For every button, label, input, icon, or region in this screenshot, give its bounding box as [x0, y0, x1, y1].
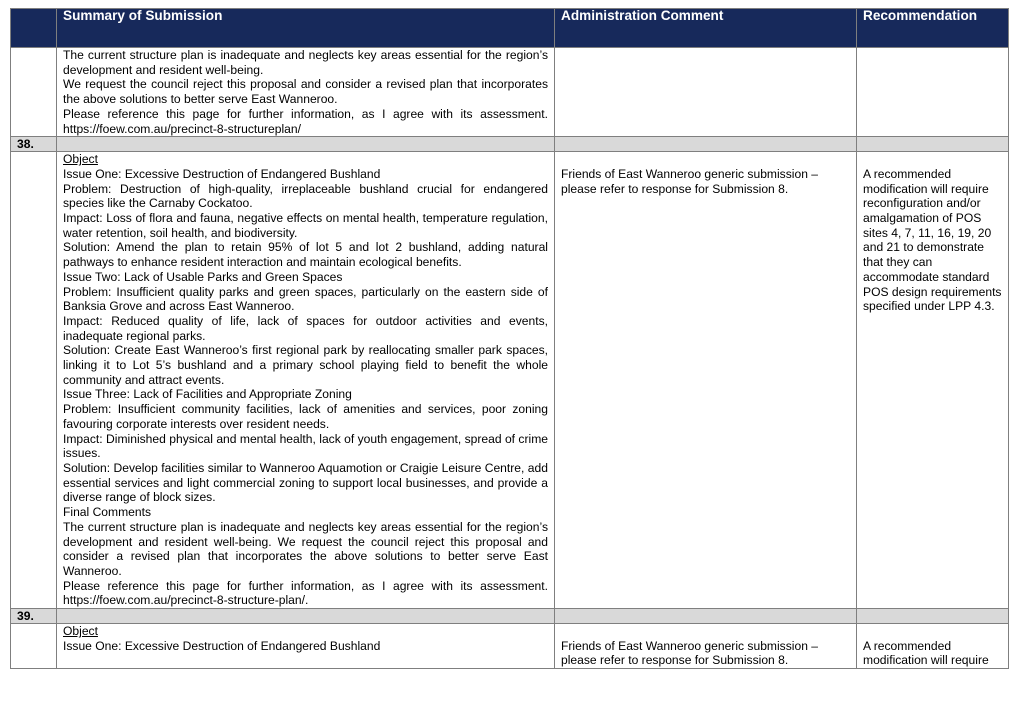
header-summary: Summary of Submission	[57, 9, 555, 48]
table-row	[11, 624, 1009, 669]
admin-comment-cell	[555, 624, 857, 669]
summary-line: Problem: Destruction of high-quality, irreplaceable bushland crucial for endangered species like the Carnaby Cockatoo.	[63, 181, 548, 211]
recommendation-text: A recommended modification will require reconfiguration and/or amalgamation of POS sites 4, 7, 11, 16, 19, 20 and 21 to demonstrate that they can accommodate standard POS design requirements specified under LPP 4.3.	[863, 166, 1002, 314]
summary-line: Issue One: Excessive Destruction of Endangered Bushland	[63, 166, 381, 181]
table-row	[11, 48, 1009, 137]
recommendation-text: A recommended modification will require	[863, 638, 989, 668]
row-number-cell	[11, 152, 57, 609]
row-number-cell	[11, 624, 57, 669]
summary-paragraph: The current structure plan is inadequate and neglects key areas essential for the region’s development and resident well-being.	[63, 48, 548, 77]
table-header-row	[11, 9, 1009, 48]
summary-line: Solution: Create East Wanneroo’s first regional park by reallocating smaller park spaces, linking it to Lot 5’s bushland and a primary school playing field to benefit the whole community and attract events.	[63, 343, 548, 387]
summary-line: Issue Two: Lack of Usable Parks and Green Spaces	[63, 269, 343, 284]
submission-number: 39.	[11, 609, 57, 624]
object-label: Object	[63, 152, 98, 167]
header-number-cell	[11, 9, 57, 48]
summary-line: Please reference this page for further information, as I agree with its assessment. https://foew.com.au/precinct-8-structure-plan/.	[63, 578, 548, 608]
summary-line: Solution: Develop facilities similar to Wanneroo Aquamotion or Craigie Leisure Centre, add essential services and light commercial zoning to support local businesses, and provide a diverse range of block sizes.	[63, 460, 548, 505]
submission-number: 38.	[11, 137, 57, 152]
row-number-cell	[11, 48, 57, 137]
header-admin-comment: Administration Comment	[555, 9, 857, 48]
summary-line: Impact: Loss of flora and fauna, negative effects on mental health, temperature regulation, water retention, soil health, and biodiversity.	[63, 211, 548, 240]
admin-comment-cell	[555, 152, 857, 609]
summary-line: Issue Three: Lack of Facilities and Appropriate Zoning	[63, 387, 352, 402]
summary-line: Final Comments	[63, 505, 152, 520]
submission-number-row	[11, 137, 1009, 152]
summary-line: Impact: Reduced quality of life, lack of spaces for outdoor activities and events, inadequate regional parks.	[63, 313, 548, 343]
summary-line: The current structure plan is inadequate and neglects key areas essential for the region’s development and resident well-being. We request the council reject this proposal and consider a revised plan that incorporates the above solutions to better serve East Wanneroo.	[63, 519, 548, 578]
summary-line: Problem: Insufficient quality parks and green spaces, particularly on the eastern side of Banksia Grove and across East Wanneroo.	[63, 284, 548, 314]
summary-line: Problem: Insufficient community facilities, lack of amenities and services, poor zoning favouring corporate interests over resident needs.	[63, 402, 548, 431]
summary-paragraph: Please reference this page for further information, as I agree with its assessment. https://foew.com.au/precinct-8-structureplan/	[63, 106, 548, 136]
admin-comment: Friends of East Wanneroo generic submission – please refer to response for Submission 8.	[561, 638, 819, 668]
summary-paragraph: We request the council reject this proposal and consider a revised plan that incorporates the above solutions to better serve East Wanneroo.	[63, 77, 548, 107]
summary-line: Impact: Diminished physical and mental health, lack of youth engagement, spread of crime issues.	[63, 431, 548, 461]
summary-line: Issue One: Excessive Destruction of Endangered Bushland	[63, 638, 381, 653]
submissions-table	[10, 8, 1009, 669]
summary-cell	[57, 152, 555, 609]
recommendation-cell	[857, 624, 1009, 669]
table-row	[11, 152, 1009, 609]
object-label: Object	[63, 624, 98, 639]
admin-comment-cell	[555, 48, 857, 137]
admin-comment: Friends of East Wanneroo generic submission – please refer to response for Submission 8.	[561, 166, 819, 196]
summary-line: Solution: Amend the plan to retain 95% of lot 5 and lot 2 bushland, adding natural pathways to enhance resident interaction and maintain ecological benefits.	[63, 240, 548, 270]
recommendation-cell	[857, 152, 1009, 609]
recommendation-cell	[857, 48, 1009, 137]
header-recommendation: Recommendation	[857, 9, 1009, 48]
summary-cell	[57, 624, 555, 669]
submission-number-row	[11, 609, 1009, 624]
summary-cell	[57, 48, 555, 137]
